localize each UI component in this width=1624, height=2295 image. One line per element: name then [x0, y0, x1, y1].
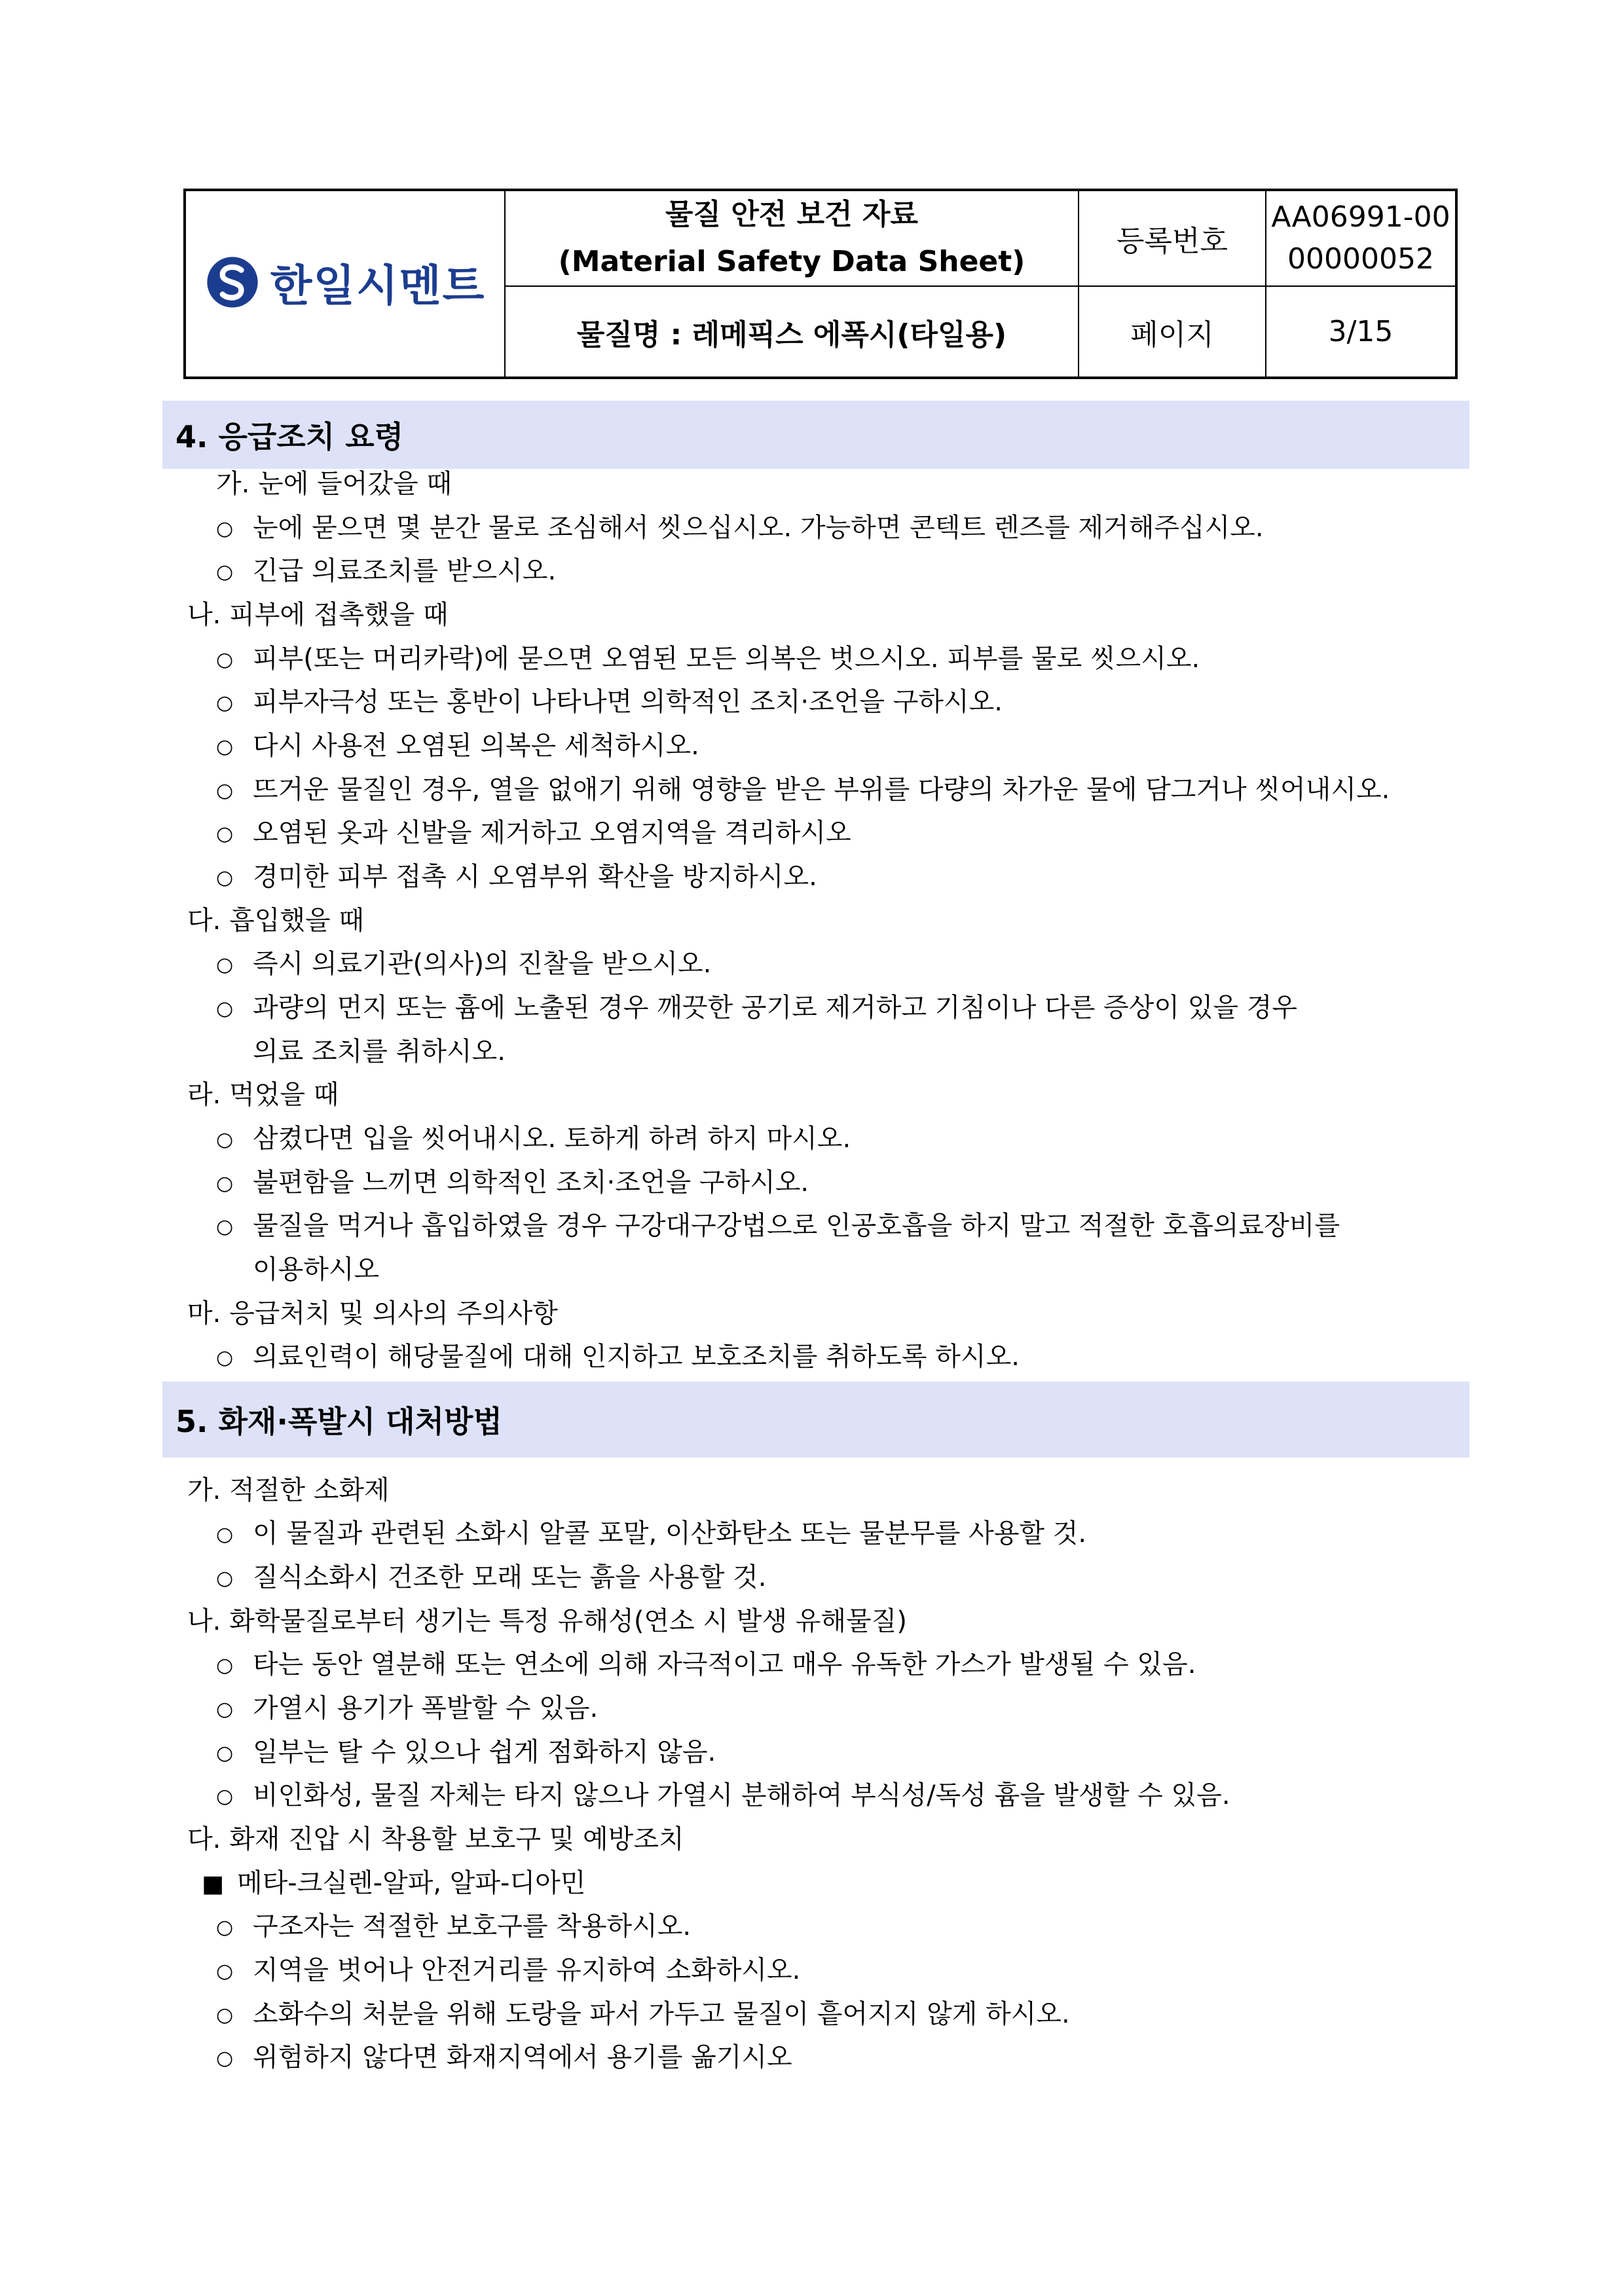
- circle-bullet-icon: ○: [216, 953, 234, 976]
- section-4-heading: 4. 응급조치 요령: [162, 401, 1469, 469]
- list-item: ○ 질식소화시 건조한 모래 또는 흙을 사용할 것.: [216, 1562, 767, 1592]
- list-item: ○ 뜨거운 물질인 경우, 열을 없애기 위해 영향을 받은 부위를 다량의 차가운 물에 담그거나 씻어내시오.: [216, 775, 1390, 805]
- list-item: ○ 삼켰다면 입을 씻어내시오. 토하게 하려 하지 마시오.: [216, 1124, 851, 1154]
- company-name: 한일시멘트: [270, 261, 486, 312]
- list-item: ○ 물질을 먹거나 흡입하였을 경우 구강대구강법으로 인공호흡을 하지 말고 적절한 호흡의료장비를: [216, 1211, 1340, 1241]
- circle-bullet-icon: ○: [216, 1172, 234, 1195]
- circle-bullet-icon: ○: [216, 1742, 234, 1765]
- circle-bullet-icon: ○: [216, 1698, 234, 1721]
- list-item: ○ 즉시 의료기관(의사)의 진찰을 받으시오.: [216, 949, 712, 979]
- circle-bullet-icon: ○: [216, 866, 234, 889]
- list-item: ○ 이 물질과 관련된 소화시 알콜 포말, 이산화탄소 또는 물분무를 사용할 것.: [216, 1518, 1087, 1549]
- company-logo: [205, 251, 486, 313]
- circle-bullet-icon: ○: [216, 2004, 234, 2027]
- circle-bullet-icon: ○: [216, 779, 234, 802]
- subheading-skin: 나. 피부에 접촉했을 때: [187, 600, 449, 630]
- list-item: ○ 비인화성, 물질 자체는 타지 않으나 가열시 분해하여 부식성/독성 흄을 발생할 수 있음.: [216, 1780, 1230, 1810]
- subheading-protective-equipment: 다. 화재 진압 시 착용할 보호구 및 예방조치: [187, 1824, 684, 1854]
- list-item: ○ 소화수의 처분을 위해 도랑을 파서 가두고 물질이 흩어지지 않게 하시오.: [216, 1999, 1070, 2029]
- subheading-inhalation: 다. 흡입했을 때: [187, 906, 364, 936]
- document-title-ko: 물질 안전 보건 자료: [665, 198, 918, 231]
- reg-number-value-cell: [1266, 190, 1456, 286]
- circle-bullet-icon: ○: [216, 1567, 234, 1590]
- page-number: 3/15: [1266, 286, 1456, 378]
- circle-bullet-icon: ○: [216, 648, 234, 671]
- circle-bullet-icon: ○: [216, 822, 234, 845]
- document-title-cell: [505, 190, 1079, 286]
- list-item: ○ 과량의 먼지 또는 흄에 노출된 경우 깨끗한 공기로 제거하고 기침이나 다른 증상이 있을 경우: [216, 993, 1297, 1023]
- msds-header-table: [183, 189, 1458, 379]
- reg-number-value-2: 00000052: [1287, 242, 1434, 276]
- list-item: ○ 가열시 용기가 폭발할 수 있음.: [216, 1693, 599, 1723]
- list-item: ○ 위험하지 않다면 화재지역에서 용기를 옮기시오: [216, 2042, 792, 2072]
- list-item-square: ■ 메타-크실렌-알파, 알파-디아민: [202, 1868, 586, 1898]
- list-item-continuation: 이용하시오: [253, 1255, 380, 1285]
- list-item: ○ 긴급 의료조치를 받으시오.: [216, 556, 557, 586]
- list-item: ○ 지역을 벗어나 안전거리를 유지하여 소화하시오.: [216, 1955, 801, 1985]
- circle-bullet-icon: ○: [216, 1654, 234, 1677]
- list-item-continuation: 의료 조치를 취하시오.: [253, 1037, 506, 1067]
- document-title-en: (Material Safety Data Sheet): [558, 245, 1025, 278]
- reg-number-value-1: AA06991-00: [1271, 200, 1450, 234]
- list-item: ○ 구조자는 적절한 보호구를 착용하시오.: [216, 1911, 692, 1941]
- list-item: ○ 경미한 피부 접촉 시 오염부위 확산을 방지하시오.: [216, 862, 817, 892]
- circle-bullet-icon: ○: [216, 1916, 234, 1939]
- circle-bullet-icon: ○: [216, 1215, 234, 1238]
- circle-bullet-icon: ○: [216, 1960, 234, 1983]
- circle-bullet-icon: ○: [216, 2047, 234, 2070]
- circle-bullet-icon: ○: [216, 1346, 234, 1369]
- circle-bullet-icon: ○: [216, 517, 234, 540]
- square-bullet-icon: ■: [202, 1871, 225, 1898]
- circle-bullet-icon: ○: [216, 691, 234, 714]
- circle-bullet-icon: ○: [216, 1523, 234, 1546]
- list-item: ○ 의료인력이 해당물질에 대해 인지하고 보호조치를 취하도록 하시오.: [216, 1342, 1020, 1372]
- subheading-eyes: 가. 눈에 들어갔을 때: [216, 469, 452, 499]
- circle-bullet-icon: ○: [216, 1128, 234, 1151]
- reg-number-label: 등록번호: [1079, 190, 1266, 286]
- circle-bullet-icon: ○: [216, 560, 234, 583]
- list-item: ○ 타는 동안 열분해 또는 연소에 의해 자극적이고 매우 유독한 가스가 발생될 수 있음.: [216, 1649, 1196, 1680]
- circle-bullet-icon: ○: [216, 735, 234, 758]
- material-name: 물질명 : 레메픽스 에폭시(타일용): [505, 286, 1079, 378]
- subheading-physician-notes: 마. 응급처치 및 의사의 주의사항: [187, 1298, 558, 1329]
- hanil-logo-icon: [205, 255, 260, 310]
- subheading-extinguishing-media: 가. 적절한 소화제: [187, 1475, 390, 1505]
- list-item: ○ 피부자극성 또는 홍반이 나타나면 의학적인 조치·조언을 구하시오.: [216, 687, 1003, 717]
- subheading-ingestion: 라. 먹었을 때: [187, 1080, 339, 1110]
- list-item: ○ 다시 사용전 오염된 의복은 세척하시오.: [216, 731, 699, 761]
- list-item: ○ 불편함을 느끼면 의학적인 조치·조언을 구하시오.: [216, 1167, 809, 1198]
- list-item: ○ 눈에 묻으면 몇 분간 물로 조심해서 씻으십시오. 가능하면 콘텍트 렌즈를 제거해주십시오.: [216, 513, 1264, 543]
- subheading-specific-hazards: 나. 화학물질로부터 생기는 특정 유해성(연소 시 발생 유해물질): [187, 1606, 907, 1636]
- logo-cell: [185, 190, 505, 378]
- circle-bullet-icon: ○: [216, 1785, 234, 1808]
- list-item: ○ 피부(또는 머리카락)에 묻으면 오염된 모든 의복은 벗으시오. 피부를 물로 씻으시오.: [216, 644, 1200, 674]
- circle-bullet-icon: ○: [216, 997, 234, 1020]
- page-label: 페이지: [1079, 286, 1266, 378]
- list-item: ○ 일부는 탈 수 있으나 쉽게 점화하지 않음.: [216, 1737, 716, 1767]
- list-item: ○ 오염된 옷과 신발을 제거하고 오염지역을 격리하시오: [216, 818, 851, 848]
- section-5-heading: 5. 화재·폭발시 대처방법: [162, 1382, 1469, 1458]
